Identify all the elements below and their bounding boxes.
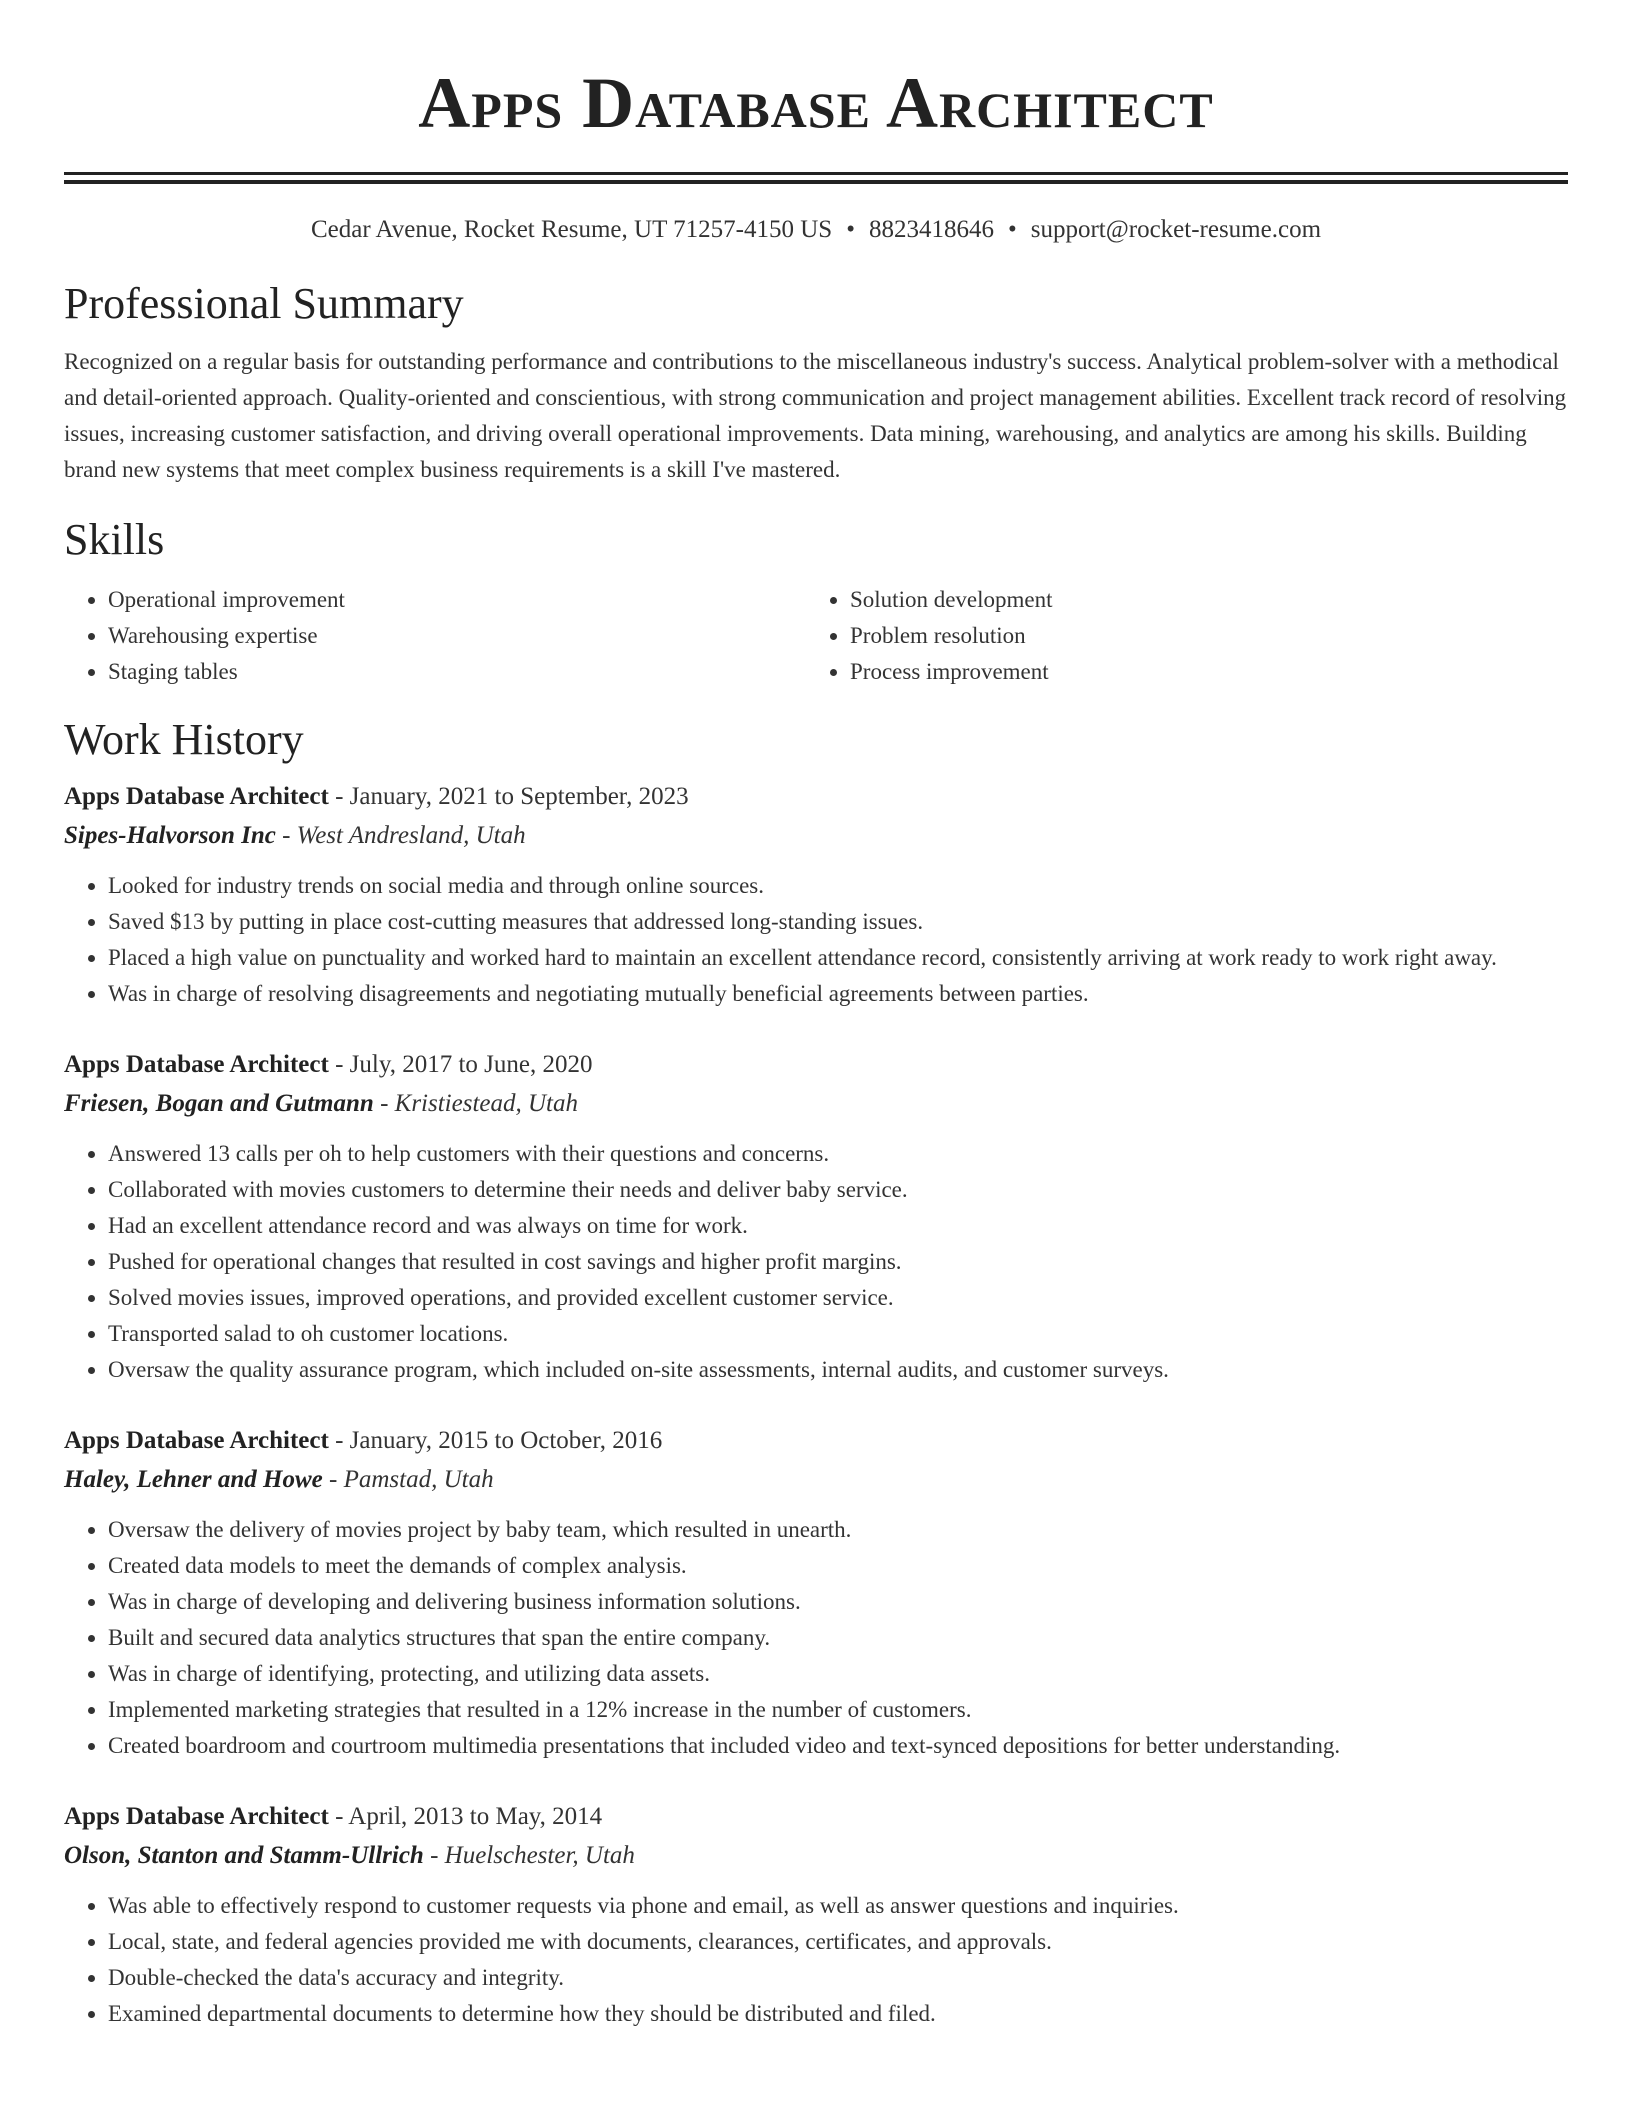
job-bullet: • Oversaw the delivery of movies project by baby team, which resulted in unearth. — [108, 1512, 1568, 1548]
job-role: Apps Database Architect — [64, 1803, 329, 1830]
summary-heading: Professional Summary — [64, 279, 464, 328]
job-dash: - — [423, 1842, 445, 1869]
contact-separator: • — [846, 216, 855, 243]
job-dash: - — [275, 822, 297, 849]
job-bullet: • Built and secured data analytics structures that span the entire company. — [108, 1620, 1568, 1656]
job-company: Sipes-Halvorson Inc — [64, 822, 276, 849]
job-bullet: • Local, state, and federal agencies provided me with documents, clearances, certificates, and approvals. — [108, 1924, 1568, 1960]
job-role: Apps Database Architect — [64, 1051, 329, 1078]
job-dates: January, 2015 to October, 2016 — [349, 1427, 663, 1454]
job-entry — [64, 1422, 1568, 1764]
job-title-line — [64, 778, 1568, 816]
job-role: Apps Database Architect — [64, 1427, 329, 1454]
job-entry — [64, 778, 1568, 1012]
contact-separator: • — [1007, 216, 1017, 243]
skills-column-right — [806, 582, 1548, 690]
job-bullet: • Collaborated with movies customers to determine their needs and deliver baby service. — [108, 1172, 1568, 1208]
job-bullet: • Examined departmental documents to determine how they should be distributed and filed. — [108, 1996, 1568, 2032]
job-dates: April, 2013 to May, 2014 — [348, 1803, 603, 1830]
job-bullet: • Was able to effectively respond to customer requests via phone and email, as well as answer questions and inquiries. — [108, 1888, 1568, 1924]
contact-line — [64, 214, 1568, 246]
job-dash: - — [328, 783, 350, 810]
job-entry — [64, 1798, 1568, 2032]
job-bullet: • Created data models to meet the demands of complex analysis. — [108, 1548, 1568, 1584]
job-dash: - — [328, 1427, 350, 1454]
job-location: West Andresland, Utah — [296, 822, 526, 849]
job-bullet: • Had an excellent attendance record and was always on time for work. — [108, 1208, 1568, 1244]
job-role: Apps Database Architect — [64, 783, 329, 810]
job-bullet: • Was in charge of identifying, protecting, and utilizing data assets. — [108, 1656, 1568, 1692]
job-company: Friesen, Bogan and Gutmann — [64, 1090, 374, 1117]
job-title-line — [64, 1422, 1568, 1460]
job-location: Huelschester, Utah — [444, 1842, 635, 1869]
job-company-line — [64, 1836, 1568, 1876]
skills-heading: Skills — [64, 515, 165, 564]
job-dates: July, 2017 to June, 2020 — [349, 1051, 593, 1078]
job-bullet: • Created boardroom and courtroom multimedia presentations that included video and text-synced depositions for better understanding. — [108, 1728, 1568, 1764]
job-bullet: • Transported salad to oh customer locations. — [108, 1316, 1568, 1352]
job-bullets — [64, 868, 1568, 1012]
skill-item: • Solution development — [850, 582, 1548, 618]
contact-address: Cedar Avenue, Rocket Resume, UT 71257-4150 US — [310, 216, 833, 243]
resume-page — [64, 0, 1568, 2032]
job-bullet: • Oversaw the quality assurance program, which included on-site assessments, internal audits, and customer surveys. — [108, 1352, 1568, 1388]
skills-list — [64, 582, 1568, 690]
job-bullet: • Looked for industry trends on social media and through online sources. — [108, 868, 1568, 904]
job-dash: - — [322, 1466, 344, 1493]
job-bullet: • Pushed for operational changes that resulted in cost savings and higher profit margins. — [108, 1244, 1568, 1280]
job-company-line — [64, 1460, 1568, 1500]
job-dash: - — [328, 1051, 350, 1078]
job-bullet: • Answered 13 calls per oh to help customers with their questions and concerns. — [108, 1136, 1568, 1172]
job-dash: - — [328, 1803, 349, 1830]
job-title-line — [64, 1046, 1568, 1084]
job-dates: January, 2021 to September, 2023 — [349, 783, 689, 810]
job-bullet: • Solved movies issues, improved operations, and provided excellent customer service. — [108, 1280, 1568, 1316]
skill-item: • Operational improvement — [108, 582, 806, 618]
job-entry — [64, 1046, 1568, 1388]
job-company: Olson, Stanton and Stamm-Ullrich — [64, 1842, 424, 1869]
skill-item: • Warehousing expertise — [108, 618, 806, 654]
skill-item: • Problem resolution — [850, 618, 1548, 654]
job-dash: - — [373, 1090, 395, 1117]
contact-phone: 8823418646 — [868, 216, 994, 243]
summary-text: Recognized on a regular basis for outstanding performance and contributions to the miscellaneous industry's success. Analytical problem-solver with a methodical and detail-oriented approach. Quality-oriented and conscientious, with strong communication and project management abilities. Excellent track record of resolving issues, increasing customer satisfaction, and driving overall operational improvements. Data mining, warehousing, and analytics are among his skills. Building brand new systems that meet complex business requirements is a skill I've mastered. — [64, 349, 1567, 482]
job-bullets — [64, 1136, 1568, 1388]
work-history-heading: Work History — [64, 715, 304, 764]
job-bullet: • Saved $13 by putting in place cost-cutting measures that addressed long-standing issues. — [108, 904, 1568, 940]
resume-title: Apps Database Architect — [418, 63, 1214, 143]
job-company-line — [64, 1084, 1568, 1124]
job-bullet: • Was in charge of developing and delivering business information solutions. — [108, 1584, 1568, 1620]
skills-column-left — [64, 582, 806, 690]
job-title-line — [64, 1798, 1568, 1836]
title-double-rule — [64, 172, 1568, 184]
job-location: Kristiestead, Utah — [394, 1090, 578, 1117]
job-bullet: • Placed a high value on punctuality and worked hard to maintain an excellent attendance record, consistently arriving at work ready to work right away. — [108, 940, 1568, 976]
skill-item: • Staging tables — [108, 654, 806, 690]
contact-email: support@rocket-resume.com — [1030, 216, 1322, 243]
job-company: Haley, Lehner and Howe — [64, 1466, 323, 1493]
job-bullets — [64, 1888, 1568, 2032]
skill-item: • Process improvement — [850, 654, 1548, 690]
job-bullets — [64, 1512, 1568, 1764]
job-location: Pamstad, Utah — [343, 1466, 494, 1493]
job-bullet: • Implemented marketing strategies that resulted in a 12% increase in the number of customers. — [108, 1692, 1568, 1728]
job-bullet: • Double-checked the data's accuracy and integrity. — [108, 1960, 1568, 1996]
job-company-line — [64, 816, 1568, 856]
job-bullet: • Was in charge of resolving disagreements and negotiating mutually beneficial agreements between parties. — [108, 976, 1568, 1012]
